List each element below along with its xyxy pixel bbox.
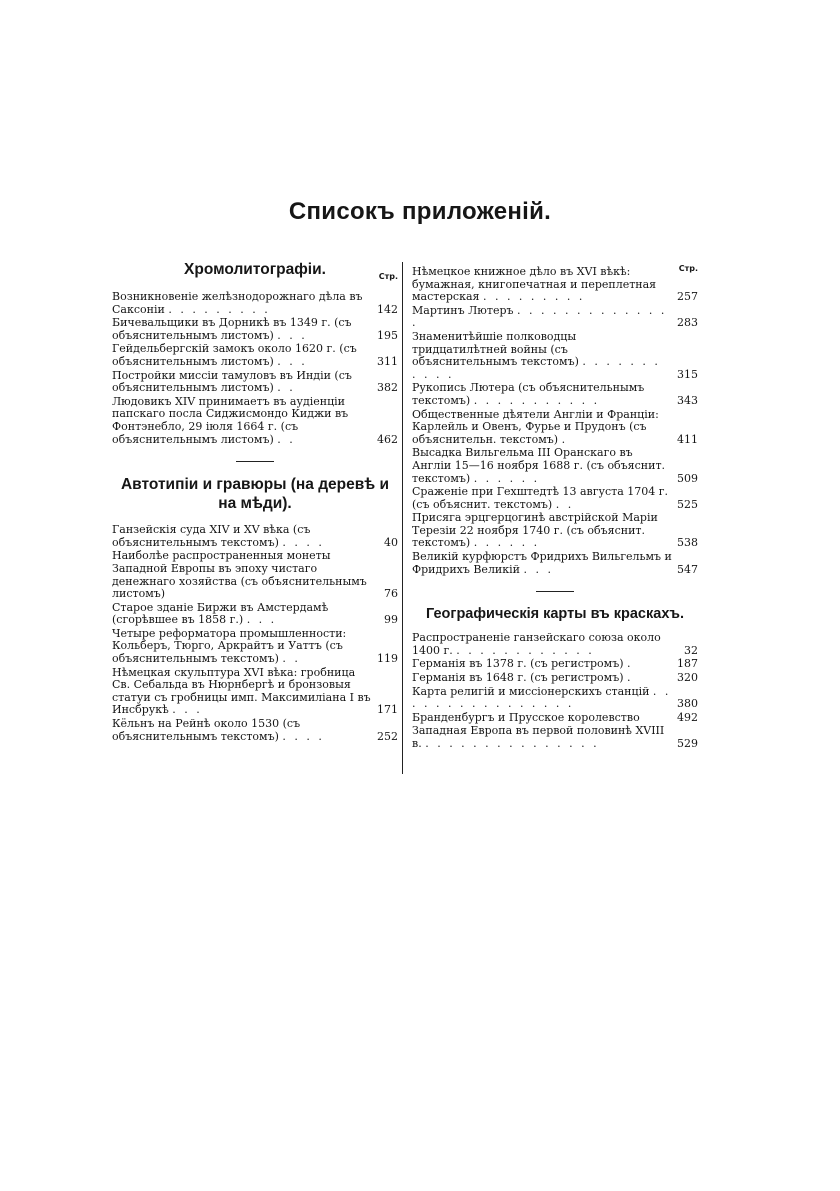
- toc-entry: [112, 291, 398, 316]
- toc-entry: [412, 486, 698, 511]
- dot-leader: . .: [277, 432, 296, 446]
- toc-entry: [112, 667, 398, 717]
- entry-title: Карта религій и миссіонерскихъ станцій: [412, 684, 650, 698]
- entry-text: [412, 658, 672, 671]
- entry-text: [112, 343, 372, 368]
- page-title: Списокъ приложеній.: [288, 198, 552, 225]
- page-number: 380: [677, 697, 698, 711]
- page-number: 382: [377, 381, 398, 395]
- dot-leader: . . . . . . . . . . . . . .: [412, 303, 667, 330]
- dot-leader: . . . . . .: [473, 536, 540, 550]
- page-number: 462: [377, 432, 398, 446]
- toc-entry: [112, 370, 398, 395]
- entry-text: [112, 524, 372, 549]
- dot-leader: . . .: [172, 703, 203, 717]
- right-list: [412, 266, 698, 576]
- section-separator: [236, 461, 274, 462]
- page-number: 529: [677, 737, 698, 750]
- entry-title: Ганзейскія суда XIV и XV вѣка (съ объяснительнымъ текстомъ): [112, 523, 311, 549]
- toc-entry: [412, 305, 698, 330]
- entry-text: [112, 667, 372, 717]
- entry-title: Высадка Вильгельма III Оранскаго въ Англіи 15—16 ноября 1688 г. (съ объяснит. текстомъ): [412, 446, 666, 485]
- entry-title: Постройки миссіи тамуловъ въ Индіи (съ объяснительнымъ листомъ): [112, 368, 352, 395]
- dot-leader: . . .: [277, 354, 308, 368]
- column-divider: [402, 262, 403, 774]
- dot-leader: . . . . . . . . .: [482, 290, 585, 304]
- section-separator: [536, 591, 574, 592]
- page-number: 252: [377, 729, 398, 743]
- page-number: 195: [377, 328, 398, 342]
- page-number: 76: [384, 587, 398, 601]
- chromo-heading: Хромолитографіи.: [184, 261, 326, 278]
- entry-title: Бичевальщики въ Дорникѣ въ 1349 г. (съ объяснительнымъ листомъ): [112, 316, 352, 342]
- page-number: 40: [384, 535, 398, 549]
- dot-leader: . . . . . . . . . . .: [412, 355, 661, 381]
- toc-entry: [412, 447, 698, 485]
- auto-list: [112, 524, 398, 743]
- entry-title: Западная Европа въ первой половинѣ XVIII в.: [412, 724, 665, 750]
- page-number: 343: [677, 393, 698, 407]
- dot-leader: . . . . . .: [473, 471, 540, 485]
- toc-entry: [412, 512, 698, 550]
- page-column-label: Стр.: [678, 264, 698, 273]
- toc-entry: [412, 331, 698, 381]
- entry-text: [412, 686, 672, 711]
- toc-entry: [412, 686, 698, 711]
- entry-title: Знаменитѣйшіе полководцы тридцатилѣтней войны (съ объяснительнымъ текстомъ): [412, 329, 579, 369]
- entry-title: Общественные дѣятели Англіи и Франціи: Карлейль и Овенъ, Фурье и Прудонъ (съ объяснительн. текстомъ): [412, 407, 659, 446]
- toc-entry: [412, 551, 698, 576]
- dot-leader: . . . . . . . . . . . . . . .: [425, 737, 600, 750]
- entry-text: [412, 512, 672, 550]
- page-number: 119: [377, 652, 398, 666]
- entry-text: [412, 486, 672, 511]
- entry-title: Германія въ 1378 г. (съ регистромъ): [412, 657, 624, 671]
- toc-entry: [412, 266, 698, 304]
- entry-title: Распространеніе ганзейскаго союза около 1400 г.: [412, 631, 661, 657]
- page-number: 187: [677, 657, 698, 671]
- entry-title: Сраженіе при Гехштедтѣ 13 августа 1704 г. (съ объяснит. текстомъ): [412, 485, 669, 511]
- page-number: 492: [677, 710, 698, 724]
- entry-text: [412, 382, 672, 407]
- entry-text: [412, 712, 672, 725]
- chromo-list: [112, 291, 398, 446]
- toc-entry: [412, 672, 698, 685]
- page-number: 320: [677, 671, 698, 685]
- entry-title: Нѣмецкое книжное дѣло въ XVI вѣкѣ: бумажная, книгопечатная и переплетная мастерская: [412, 265, 657, 304]
- page-number: 509: [677, 471, 698, 485]
- toc-entry: [412, 712, 698, 725]
- entry-text: [412, 632, 672, 657]
- page-number: 142: [377, 302, 398, 316]
- page-number: 311: [377, 354, 398, 368]
- toc-entry: [112, 317, 398, 342]
- entry-text: [412, 305, 672, 330]
- page-column-label: Стр.: [378, 272, 398, 281]
- toc-entry: [112, 550, 398, 600]
- entry-title: Гейдельбергскій замокъ около 1620 г. (съ объяснительнымъ листомъ): [112, 342, 357, 368]
- dot-leader: . . . . . . . . . . . .: [456, 643, 595, 657]
- page-number: 257: [677, 290, 698, 304]
- entry-text: [112, 550, 372, 600]
- toc-entry: [112, 628, 398, 666]
- toc-entry: [412, 658, 698, 671]
- page-number: 99: [384, 613, 398, 627]
- entry-text: [112, 718, 372, 743]
- entry-title: Четыре реформатора промышленности: Кольберъ, Тюрго, Аркрайтъ и Уаттъ (съ объяснительнымъ текстомъ): [112, 626, 347, 666]
- entry-title: Возникновеніе желѣзнодорожнаго дѣла въ Саксоніи: [112, 290, 363, 316]
- page-number: 32: [684, 643, 698, 657]
- dot-leader: . . . . . . . . . . .: [473, 393, 600, 407]
- entry-title: Великій курфюрстъ Фридрихъ Вильгельмъ и Фридрихъ Великій: [412, 550, 672, 576]
- page-number: 525: [677, 497, 698, 511]
- dot-leader: . . .: [277, 328, 308, 342]
- dot-leader: . . . . . . . . .: [168, 302, 271, 316]
- entry-text: [112, 291, 372, 316]
- page-number: 538: [677, 536, 698, 550]
- entry-text: [112, 602, 372, 627]
- dot-leader: . .: [282, 652, 301, 666]
- chromo-heading-row: [112, 260, 398, 279]
- entry-title: Мартинъ Лютеръ: [412, 303, 514, 317]
- dot-leader: .: [627, 671, 634, 685]
- entry-text: [112, 628, 372, 666]
- entry-text: [112, 317, 372, 342]
- entry-text: [112, 396, 372, 446]
- entry-title: Нѣмецкая скульптура XVI вѣка: гробница Св. Себальда въ Нюрнбергѣ и бронзовыя статуи съ гробницы имп. Максимиліана I въ Инсбрукѣ: [112, 665, 371, 717]
- toc-entry: [112, 396, 398, 446]
- dot-leader: .: [561, 432, 568, 446]
- entry-text: [412, 331, 672, 381]
- entry-text: [412, 672, 672, 685]
- maps-heading: Географическія карты въ краскахъ.: [426, 606, 684, 623]
- dot-leader: . .: [555, 497, 574, 511]
- entry-text: [412, 266, 672, 304]
- entry-title: Германія въ 1648 г. (съ регистромъ): [412, 671, 624, 685]
- entry-text: [112, 370, 372, 395]
- toc-entry: [112, 718, 398, 743]
- page-number: 171: [377, 703, 398, 717]
- entry-title: Кёльнъ на Рейнѣ около 1530 (съ объяснительнымъ текстомъ): [112, 717, 301, 743]
- toc-entry: [112, 343, 398, 368]
- entry-title: Людовикъ XIV принимаетъ въ аудіенціи папскаго посла Сиджисмондо Киджи въ Фонтэнебло, 29 іюля 1664 г. (съ объяснительнымъ листомъ): [112, 394, 349, 446]
- toc-entry: [412, 382, 698, 407]
- page-number: 547: [677, 562, 698, 576]
- right-column: [412, 260, 698, 752]
- entry-text: [412, 447, 672, 485]
- entry-text: [412, 725, 672, 750]
- page-number: 283: [677, 316, 698, 330]
- entry-title: Присяга эрцгерцогинѣ австрійской Маріи Терезіи 22 ноября 1740 г. (съ объяснит. текстомъ): [412, 511, 658, 550]
- entry-title: Рукопись Лютера (съ объяснительнымъ текстомъ): [412, 381, 645, 407]
- toc-entry: [412, 725, 698, 750]
- dot-leader: . . . .: [282, 729, 325, 743]
- entry-text: [412, 409, 672, 447]
- toc-entry: [112, 602, 398, 627]
- dot-leader: . . .: [523, 562, 554, 576]
- auto-heading: Автотипіи и гравюры (на деревѣ и на мѣди).: [120, 476, 390, 513]
- page-number: 411: [677, 432, 698, 446]
- toc-entry: [112, 524, 398, 549]
- entry-title: Наиболѣе распространенныя монеты Западной Европы въ эпоху чистаго денежнаго хозяйства (съ объяснительнымъ листомъ): [112, 549, 367, 601]
- maps-list: [412, 632, 698, 750]
- toc-entry: [412, 632, 698, 657]
- left-column: [112, 260, 398, 744]
- page-number: 315: [677, 367, 698, 381]
- toc-entry: [412, 409, 698, 447]
- entry-title: Бранденбургъ и Прусское королевство: [412, 710, 640, 724]
- entry-text: [412, 551, 672, 576]
- entry-title: Старое зданіе Биржи въ Амстердамѣ (сгорѣвшее въ 1858 г.): [112, 600, 329, 627]
- dot-leader: . .: [277, 381, 296, 395]
- dot-leader: . . . . . . . . . . . . . . . .: [412, 684, 671, 711]
- dot-leader: . . .: [246, 613, 277, 627]
- dot-leader: .: [627, 657, 634, 671]
- dot-leader: . . . .: [282, 535, 325, 549]
